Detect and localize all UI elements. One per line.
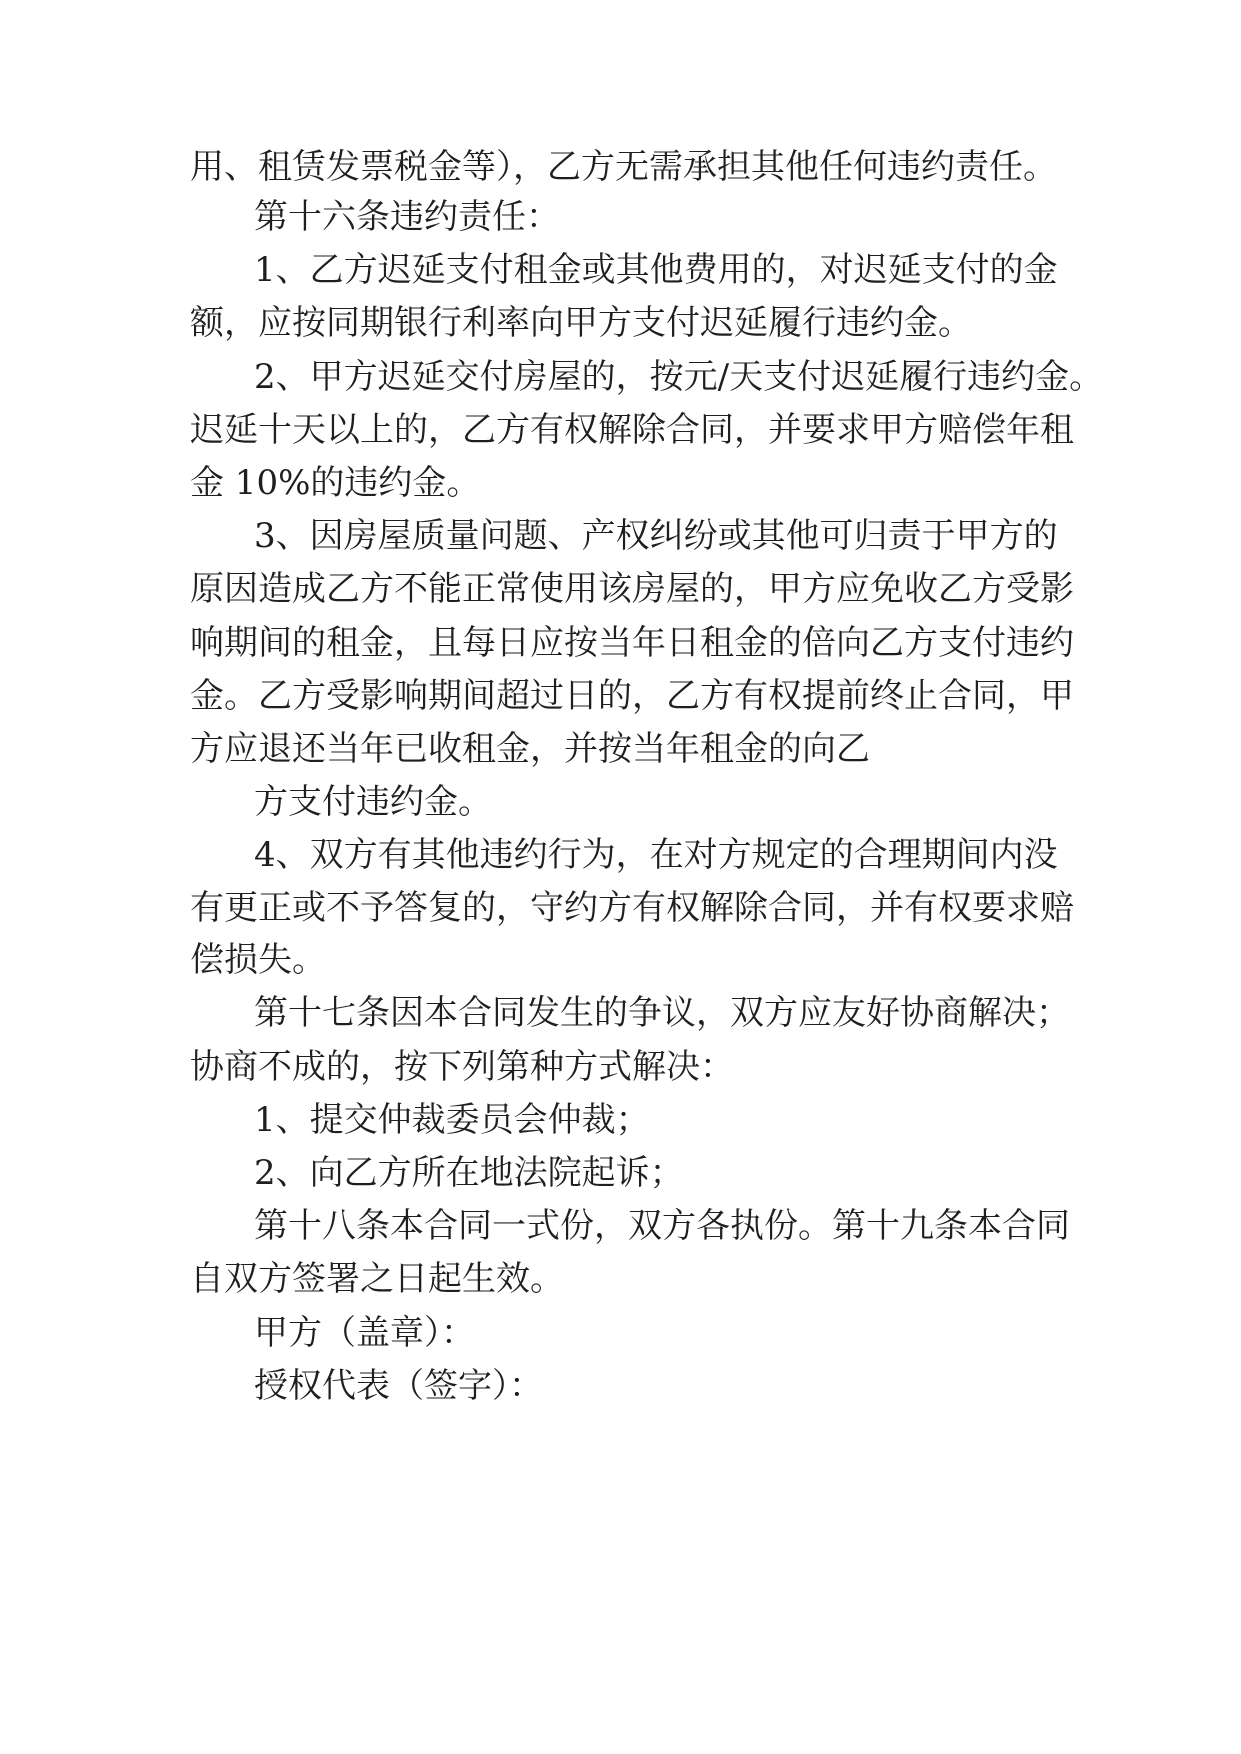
body-line: 金。乙方受影响期间超过日的，乙方有权提前终止合同，甲 [190,676,1074,716]
body-line: 有更正或不予答复的，守约方有权解除合同，并有权要求赔 [190,888,1074,928]
body-line: 1、提交仲裁委员会仲裁； [254,1100,650,1140]
body-line: 3、因房屋质量问题、产权纠纷或其他可归责于甲方的 [254,516,1058,556]
section-heading: 第十七条因本合同发生的争议，双方应友好协商解决； [254,993,1070,1033]
signature-party-a-label: 甲方（盖章）： [254,1313,475,1353]
section-heading: 第十八条本合同一式份，双方各执份。第十九条本合同 [254,1206,1070,1246]
body-line: 4、双方有其他违约行为，在对方规定的合理期间内没 [254,835,1058,875]
section-heading: 第十六条违约责任： [254,197,560,237]
body-line: 1、乙方迟延支付租金或其他费用的，对迟延支付的金 [254,250,1058,290]
body-line: 2、向乙方所在地法院起诉； [254,1153,684,1193]
body-line: 用、租赁发票税金等），乙方无需承担其他任何违约责任。 [190,147,1057,187]
body-line: 原因造成乙方不能正常使用该房屋的，甲方应免收乙方受影 [190,569,1074,609]
body-line: 金 10%的违约金。 [190,463,481,503]
body-line: 迟延十天以上的，乙方有权解除合同，并要求甲方赔偿年租 [190,410,1074,450]
body-line: 方支付违约金。 [254,782,492,822]
body-line: 额，应按同期银行利率向甲方支付迟延履行违约金。 [190,303,972,343]
body-line: 2、甲方迟延交付房屋的，按元/天支付迟延履行违约金。 [254,357,1104,397]
body-line: 响期间的租金，且每日应按当年日租金的倍向乙方支付违约 [190,623,1074,663]
body-line: 协商不成的，按下列第种方式解决： [190,1047,734,1087]
body-line: 方应退还当年已收租金，并按当年租金的向乙 [190,729,870,769]
signature-representative-label: 授权代表（签字）： [254,1366,543,1406]
body-line: 偿损失。 [190,940,326,980]
body-line: 自双方签署之日起生效。 [190,1259,564,1299]
